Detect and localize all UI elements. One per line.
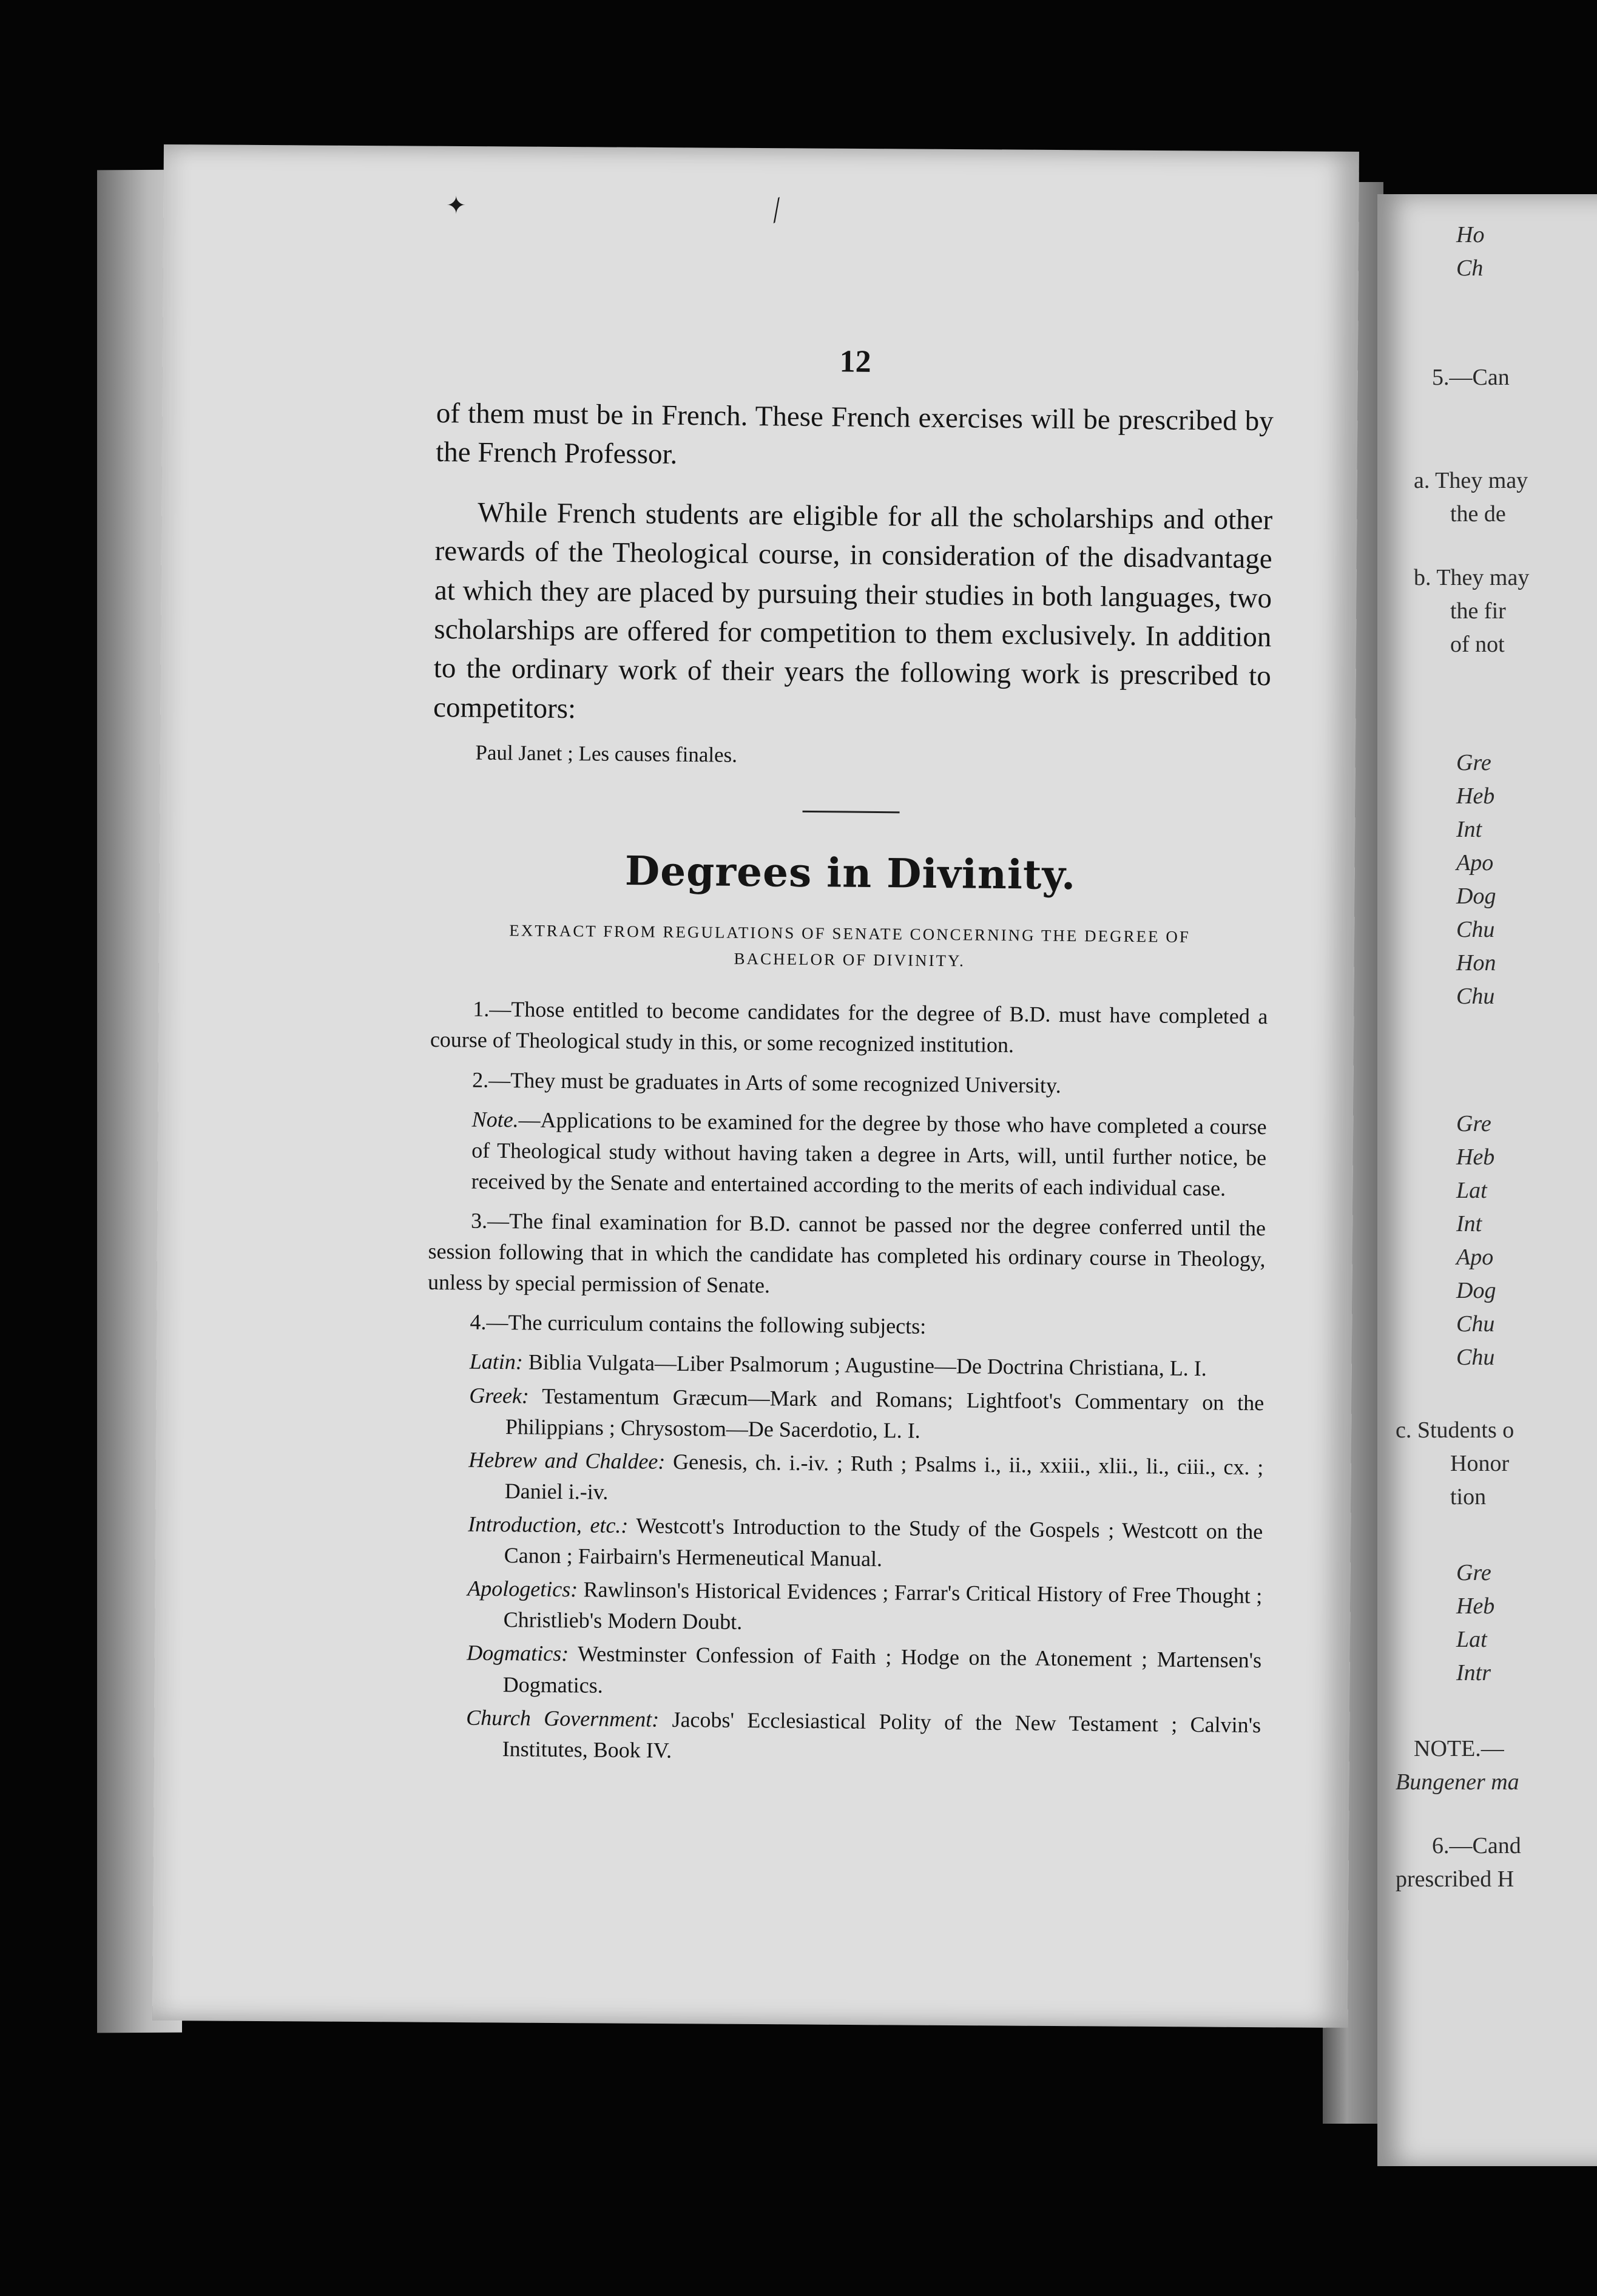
right-page-line: Chu	[1456, 1311, 1495, 1337]
subject-church-government	[466, 1703, 1261, 1772]
right-page-line: Dog	[1456, 1278, 1496, 1303]
subject-greek	[469, 1380, 1264, 1450]
subject-text: Biblia Vulgata—Liber Psalmorum ; Augustine—De Doctrina Christiana, L. I.	[522, 1349, 1207, 1381]
right-page-line: Chu	[1456, 1345, 1495, 1370]
right-page-line: of not	[1450, 632, 1505, 657]
extract-subheading: EXTRACT FROM REGULATIONS OF SENATE CONCERNING THE DEGREE OF BACHELOR OF DIVINITY.	[509, 921, 1191, 970]
right-page-line: Heb	[1456, 1144, 1495, 1170]
right-page-line: Ch	[1456, 255, 1484, 281]
right-page-line: Int	[1456, 1211, 1482, 1237]
right-page-line: Heb	[1456, 783, 1495, 809]
subject-apologetics	[467, 1573, 1263, 1643]
right-page-line: Lat	[1456, 1178, 1487, 1203]
right-page-line: NOTE.—	[1414, 1736, 1504, 1761]
subject-label: Apologetics:	[467, 1576, 578, 1602]
right-page-line: 6.—Cand	[1432, 1833, 1521, 1859]
right-page-line: tion	[1450, 1484, 1487, 1510]
right-page-line: Int	[1456, 817, 1482, 842]
paragraph-french-scholarships: While French students are eligible for all the scholarships and other rewards of the Theological course, in consideration of the disadvantage at which they are placed by pursuing their studies in both languages, two scholarships are offered for competition to them exclusively. In addition to the ordinary work of their years the following work is prescribed to competitors:	[433, 496, 1273, 724]
right-page-line: Gre	[1456, 1560, 1491, 1585]
right-page-line: Honor	[1450, 1451, 1510, 1476]
note-label: Note.	[471, 1107, 519, 1132]
right-page-line: prescribed H	[1396, 1866, 1514, 1892]
section-divider	[803, 811, 900, 814]
subject-label: Greek:	[469, 1383, 530, 1408]
right-page-line: Chu	[1456, 917, 1495, 942]
subject-label: Church Government:	[466, 1705, 660, 1732]
right-page-line: Ho	[1456, 222, 1485, 248]
right-page-line: Chu	[1456, 984, 1495, 1009]
right-page-line: a. They may	[1414, 468, 1528, 493]
curriculum-list	[423, 1346, 1264, 1772]
right-page-line: Gre	[1456, 750, 1491, 775]
subject-text: Westminster Confession of Faith ; Hodge on the Atonement ; Martensen's Dogmatics.	[502, 1641, 1262, 1698]
right-page-line: Apo	[1456, 1244, 1494, 1270]
page-content	[423, 340, 1274, 1774]
subject-text: Genesis, ch. i.-iv. ; Ruth ; Psalms i., ii., xxiii., xlii., li., ciii., cx. ; Daniel i.-iv.	[504, 1449, 1264, 1504]
subject-text: Westcott's Introduction to the Study of the Gospels ; Westcott on the Canon ; Fairbairn's Hermeneutical Manual.	[504, 1513, 1263, 1572]
right-page-line: the de	[1450, 501, 1506, 527]
regulation-clause-2: 2.—They must be graduates in Arts of some recognized University.	[472, 1067, 1061, 1098]
regulation-note	[471, 1104, 1266, 1204]
ink-speck: ⟋	[761, 193, 792, 229]
right-page-line: Lat	[1456, 1627, 1487, 1652]
right-page-fragment	[1377, 194, 1597, 2166]
right-page-line: Bungener ma	[1396, 1769, 1519, 1795]
section-heading: Degrees in Divinity.	[624, 847, 1076, 899]
right-page-line: Gre	[1456, 1111, 1491, 1136]
note-text: —Applications to be examined for the degree by those who have completed a course of Theological study without having taken a degree in Arts, will, until further notice, be received by the Senate and entertained according to the merits of each individual case.	[471, 1107, 1267, 1201]
right-page-line: c. Students o	[1396, 1417, 1514, 1443]
subject-label: Hebrew and Chaldee:	[468, 1447, 666, 1474]
subject-label: Latin:	[469, 1349, 524, 1374]
prescribed-work: Paul Janet ; Les causes finales.	[475, 740, 738, 767]
right-page-line: the fir	[1450, 598, 1506, 624]
right-page-line: 5.—Can	[1432, 365, 1510, 390]
subject-text: Jacobs' Ecclesiastical Polity of the New Testament ; Calvin's Institutes, Book IV.	[502, 1707, 1261, 1763]
subject-latin	[469, 1347, 1264, 1385]
paragraph-french-exercises: of them must be in French. These French exercises will be prescribed by the French Professor.	[435, 397, 1274, 471]
subject-label: Introduction, etc.:	[468, 1511, 629, 1538]
subject-label: Dogmatics:	[467, 1641, 569, 1666]
regulation-clause-1: 1.—Those entitled to become candidates for the degree of B.D. must have completed a course of Theological study in this, or some recognized institution.	[430, 996, 1268, 1058]
right-page-line: Intr	[1456, 1660, 1491, 1686]
right-page-line: b. They may	[1414, 565, 1530, 590]
regulation-clause-3: 3.—The final examination for B.D. cannot be passed nor the degree conferred until the session following that in which the candidate has completed his ordinary course in Theology, unless by special permission of Senate.	[427, 1208, 1266, 1298]
right-page-line: Hon	[1456, 950, 1496, 976]
right-page-line: Dog	[1456, 883, 1496, 909]
subject-introduction	[468, 1509, 1263, 1578]
subject-text: Testamentum Græcum—Mark and Romans; Lightfoot's Commentary on the Philippians ; Chrysostom—De Sacerdotio, L. I.	[505, 1383, 1264, 1443]
right-page-line: Heb	[1456, 1593, 1495, 1619]
subject-dogmatics	[467, 1638, 1262, 1707]
subject-text: Rawlinson's Historical Evidences ; Farrar's Critical History of Free Thought ; Christlieb's Modern Doubt.	[503, 1577, 1263, 1635]
ink-speck: ✦	[446, 192, 467, 219]
right-page-line: Apo	[1456, 850, 1494, 876]
regulation-clause-4: 4.—The curriculum contains the following subjects:	[470, 1309, 927, 1339]
subject-hebrew	[468, 1445, 1264, 1514]
page-number: 12	[839, 344, 871, 379]
